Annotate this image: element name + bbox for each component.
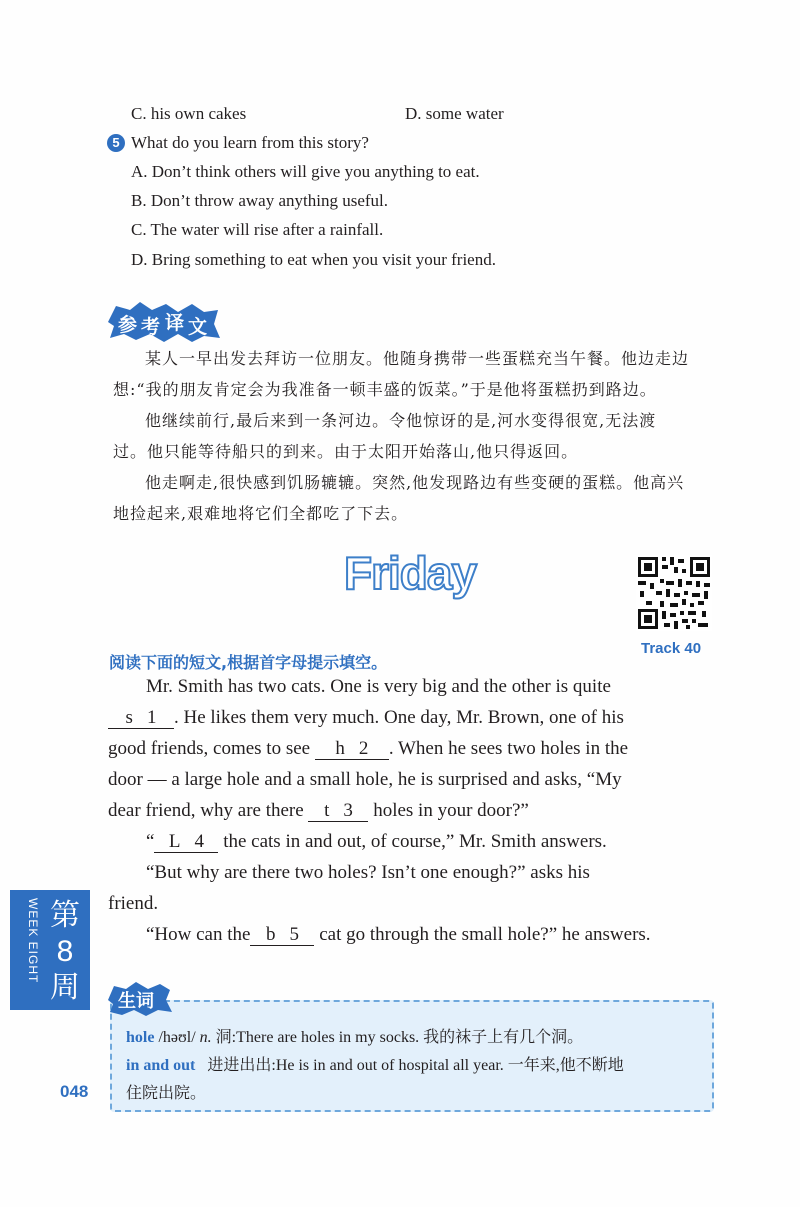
translation-line: 他继续前行,最后来到一条河边。令他惊讶的是,河水变得很宽,无法渡 — [145, 411, 657, 430]
blank-3[interactable]: t 3 — [308, 801, 368, 822]
question-5-text: What do you learn from this story? — [131, 133, 369, 152]
instruction-text: 阅读下面的短文,根据首字母提示填空。 — [109, 653, 388, 672]
passage-line: good friends, comes to see h 2 . When he sees two holes in the — [108, 738, 629, 759]
week-chinese: 第 8 周 — [50, 898, 80, 1005]
vocab-entry-1 — [126, 1024, 583, 1052]
page-number: 048 — [60, 1082, 89, 1101]
vocab-phonetic: /həʊl/ — [158, 1029, 196, 1046]
badge-char-1: 参 — [118, 314, 138, 336]
vocab-word: hole — [126, 1029, 155, 1046]
badge-char-4: 文 — [188, 316, 208, 338]
blank-4[interactable]: L 4 — [154, 832, 218, 853]
blank-2[interactable]: h 2 — [315, 739, 389, 760]
vocab-badge-text: 生词 — [118, 991, 154, 1012]
badge-char-3: 译 — [165, 312, 185, 334]
passage-line: Mr. Smith has two cats. One is very big and the other is quite — [146, 676, 611, 697]
option-d-prev: D. some water — [405, 104, 504, 123]
week-tab — [10, 890, 90, 1010]
week-english-wrap — [26, 896, 40, 1004]
vocab-pos: n. — [199, 1029, 212, 1046]
badge-char-2: 考 — [141, 316, 161, 338]
q5-option-b: B. Don’t throw away anything useful. — [131, 191, 389, 210]
option-c-prev: C. his own cakes — [131, 104, 247, 123]
q5-option-a: A. Don’t think others will give you anything to eat. — [131, 162, 480, 181]
question-number-badge: 5 — [107, 134, 125, 152]
vocab-badge — [104, 980, 174, 1018]
vocab-def: 洞:There are holes in my socks. 我的袜子上有几个洞。 — [215, 1029, 584, 1046]
track-label[interactable]: Track 40 — [641, 640, 702, 657]
translation-line: 某人一早出发去拜访一位朋友。他随身携带一些蛋糕充当午餐。他边走边 — [145, 349, 690, 368]
vocab-entry-2 — [126, 1052, 624, 1080]
passage-line: “But why are there two holes? Isn’t one enough?” asks his — [146, 862, 590, 883]
passage-line: door — a large hole and a small hole, he is surprised and asks, “My — [108, 769, 622, 790]
vocab-entry-2-cont: 住院出院。 — [126, 1085, 207, 1102]
vocab-word: in and out — [126, 1057, 196, 1074]
passage-line: friend. — [108, 893, 159, 914]
translation-text — [113, 343, 713, 529]
translation-line: 他走啊走,很快感到饥肠辘辘。突然,他发现路边有些变硬的蛋糕。他高兴 — [145, 473, 685, 492]
passage-line: “How can the b 5 cat go through the small hole?” he answers. — [146, 924, 651, 945]
passage-line: dear friend, why are there t 3 holes in your door?” — [108, 800, 529, 821]
passage-line: s 1 . He likes them very much. One day, Mr. Brown, one of his — [108, 702, 713, 733]
passage-line: “ L 4 the cats in and out, of course,” Mr. Smith answers. — [146, 831, 607, 852]
q5-option-c: C. The water will rise after a rainfall. — [131, 220, 384, 239]
blank-5[interactable]: b 5 — [250, 925, 314, 946]
section-title-friday: Friday — [344, 547, 477, 599]
vocab-def: 进进出出:He is in and out of hospital all year. 一年来,他不断地 — [207, 1057, 624, 1074]
question-5 — [107, 133, 369, 153]
translation-line: 地捡起来,艰难地将它们全都吃了下去。 — [113, 504, 409, 523]
blank-1[interactable]: s 1 — [108, 708, 174, 729]
translation-line: 想:“我的朋友肯定会为我准备一顿丰盛的饭菜。”于是他将蛋糕扔到路边。 — [113, 380, 657, 399]
passage — [108, 671, 713, 950]
qr-code-icon[interactable] — [636, 555, 712, 631]
week-english: WEEK EIGHT — [26, 898, 40, 984]
translation-line: 过。他只能等待船只的到来。由于太阳开始落山,他只得返回。 — [113, 442, 579, 461]
q5-option-d: D. Bring something to eat when you visit your friend. — [131, 250, 496, 269]
translation-badge — [104, 300, 224, 344]
